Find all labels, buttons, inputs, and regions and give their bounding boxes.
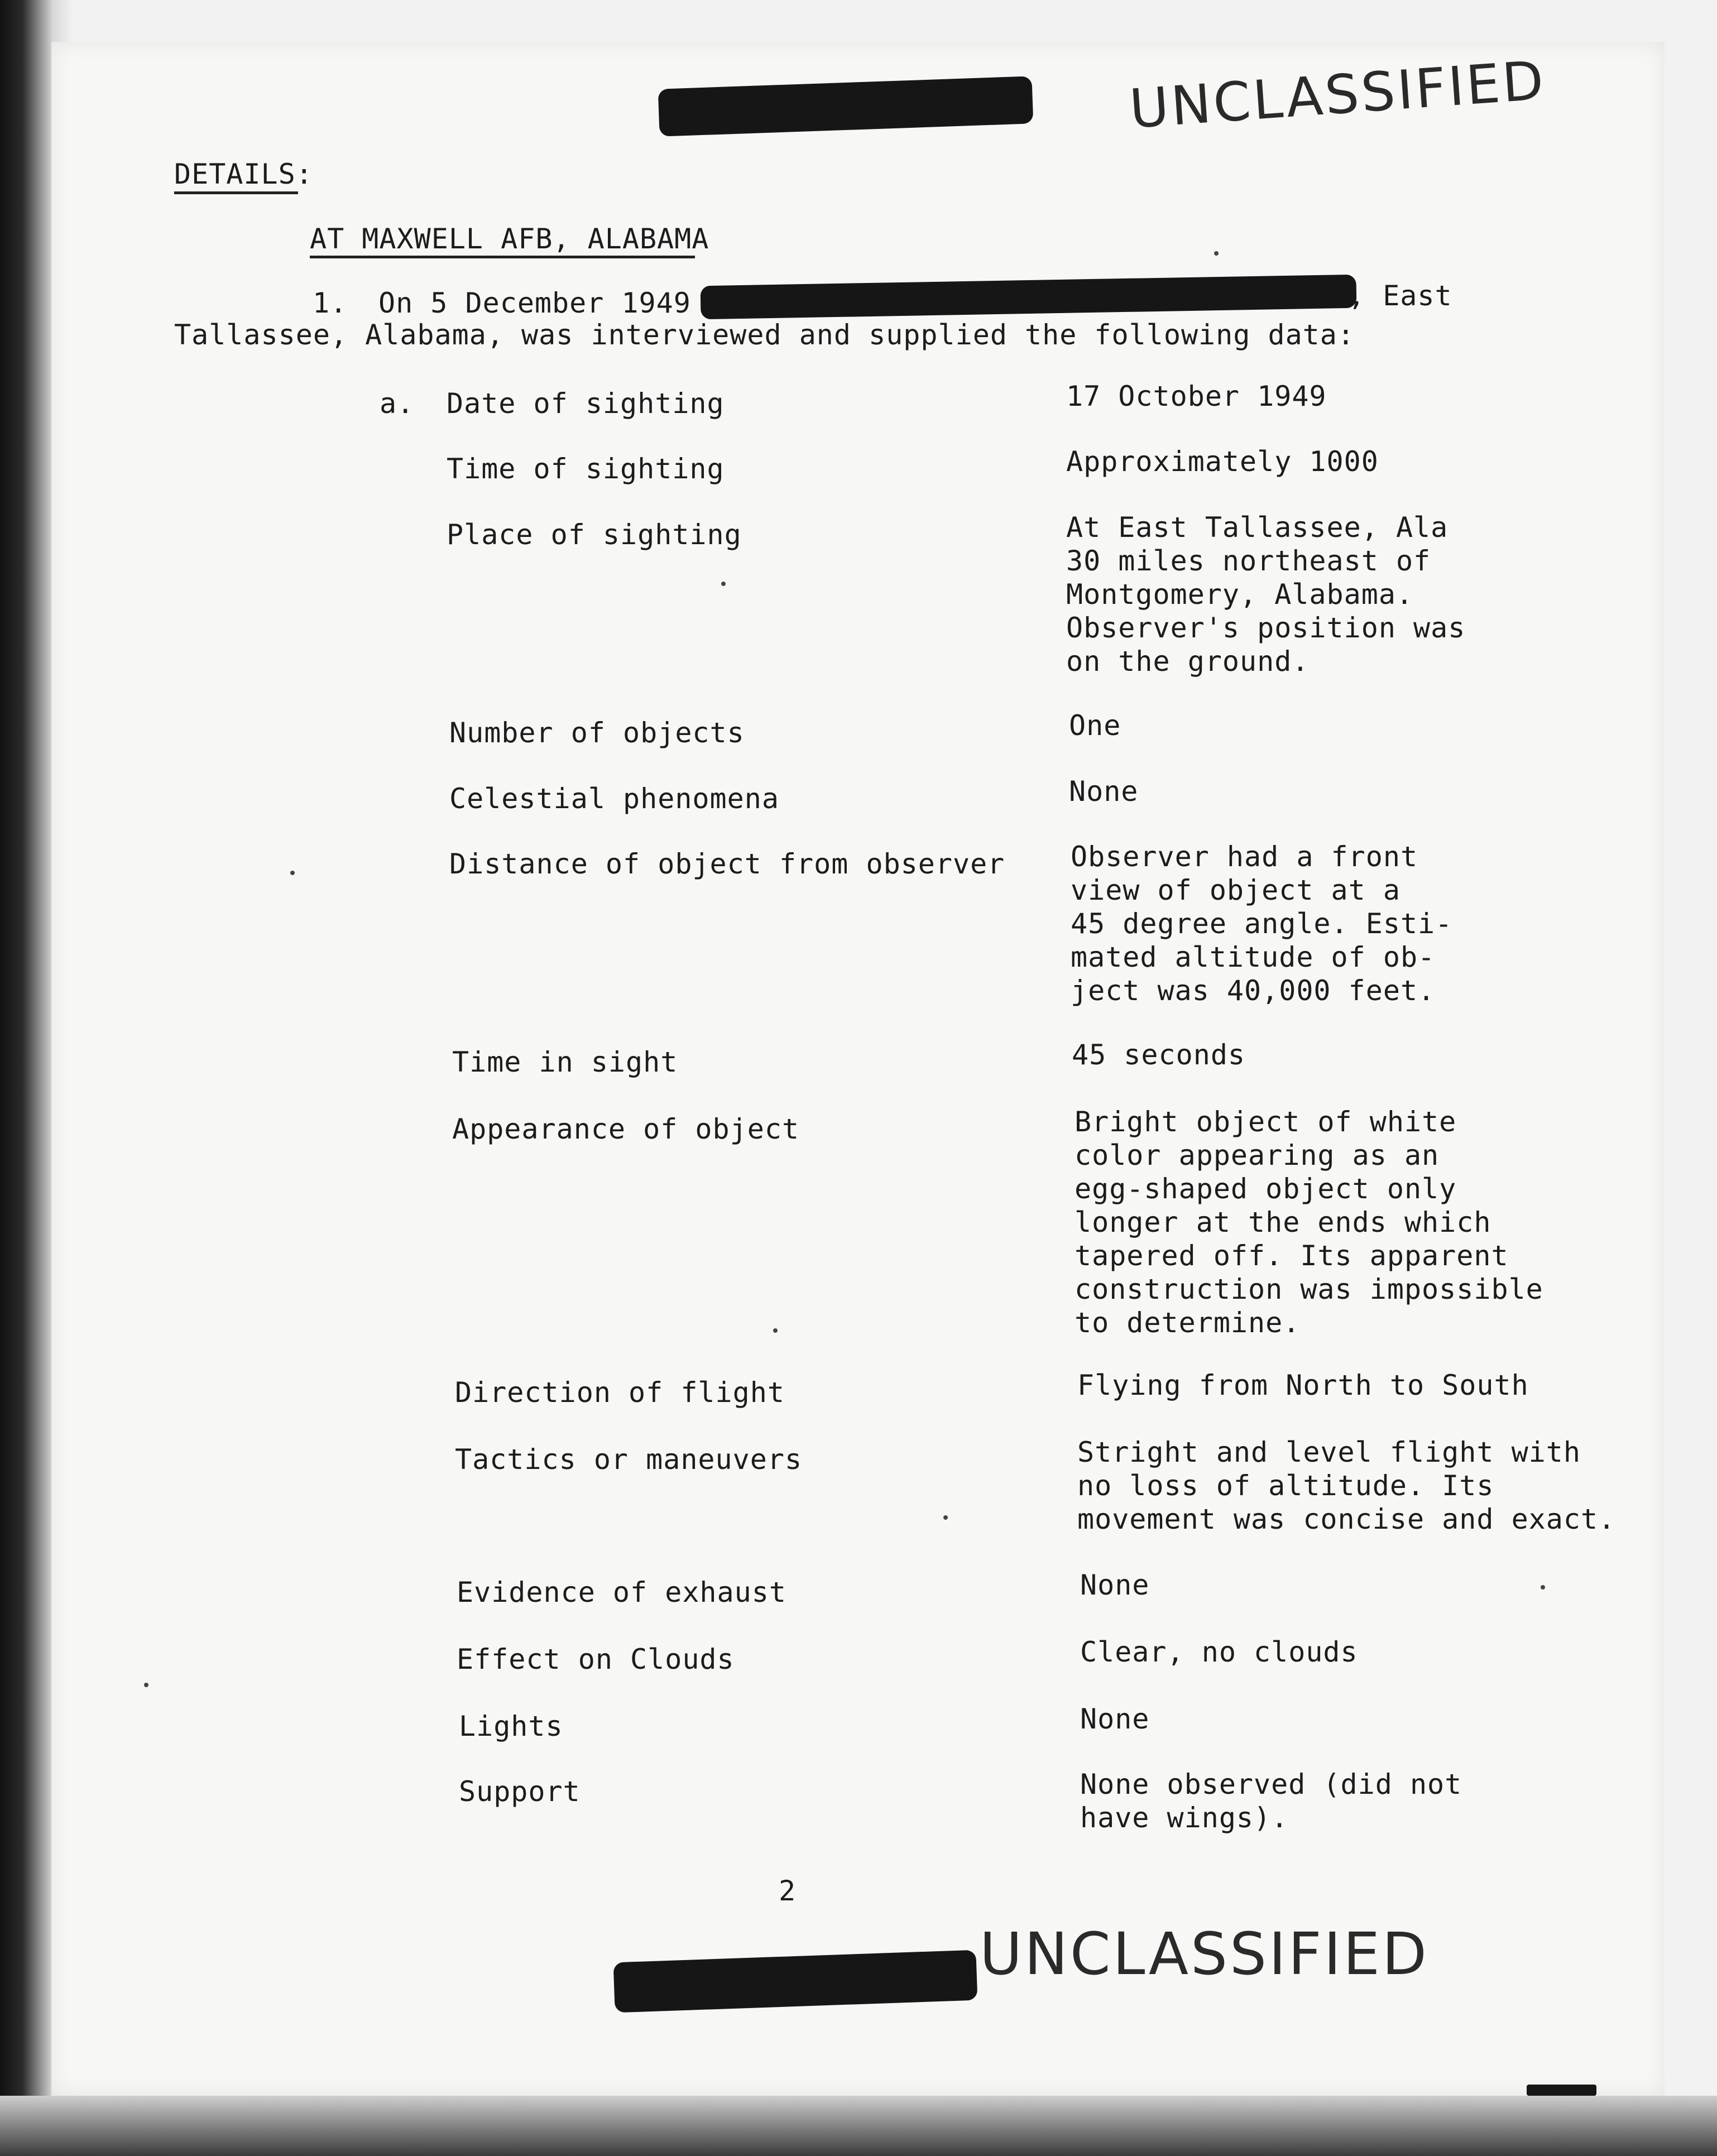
label-support: Support bbox=[459, 1775, 581, 1808]
unclassified-stamp-top: UNCLASSIFIED bbox=[1128, 49, 1548, 141]
label-lights: Lights bbox=[459, 1710, 563, 1742]
value-lights: None bbox=[1080, 1703, 1150, 1735]
details-label: DETAILS: bbox=[174, 158, 313, 190]
label-appearance-of-object: Appearance of object bbox=[452, 1113, 800, 1145]
label-direction-of-flight: Direction of flight bbox=[455, 1376, 785, 1409]
scan-bottom-edge bbox=[0, 2096, 1717, 2156]
paper-speck bbox=[1541, 1585, 1545, 1590]
value-celestial-phenomena: None bbox=[1069, 775, 1139, 808]
paper-speck bbox=[943, 1515, 948, 1520]
label-distance-of-object: Distance of object from observer bbox=[449, 848, 1005, 880]
label-time-in-sight: Time in sight bbox=[452, 1046, 678, 1078]
label-evidence-of-exhaust: Evidence of exhaust bbox=[457, 1576, 786, 1608]
label-tactics-or-maneuvers: Tactics or maneuvers bbox=[455, 1443, 803, 1476]
corner-mark bbox=[1527, 2085, 1596, 2096]
label-date-of-sighting: Date of sighting bbox=[447, 387, 725, 420]
label-effect-on-clouds: Effect on Clouds bbox=[457, 1643, 735, 1675]
value-number-of-objects: One bbox=[1069, 709, 1121, 742]
item-marker: a. bbox=[380, 387, 415, 420]
paragraph-number: 1. bbox=[313, 287, 348, 319]
value-place-of-sighting: At East Tallassee, Ala 30 miles northeast of Montgomery, Alabama. Observer's position was on the ground. bbox=[1066, 511, 1466, 678]
location-heading: AT MAXWELL AFB, ALABAMA bbox=[310, 223, 709, 255]
location-heading-underline bbox=[310, 256, 695, 258]
paper-speck bbox=[721, 582, 726, 586]
value-date-of-sighting: 17 October 1949 bbox=[1066, 380, 1327, 412]
label-time-of-sighting: Time of sighting bbox=[447, 453, 725, 485]
value-time-of-sighting: Approximately 1000 bbox=[1066, 445, 1379, 478]
value-effect-on-clouds: Clear, no clouds bbox=[1080, 1636, 1358, 1668]
value-support: None observed (did not have wings). bbox=[1080, 1768, 1462, 1834]
paper-speck bbox=[290, 871, 295, 875]
value-direction-of-flight: Flying from North to South bbox=[1077, 1369, 1529, 1401]
label-number-of-objects: Number of objects bbox=[449, 717, 745, 749]
value-appearance-of-object: Bright object of white color appearing as an egg-shaped object only longer at the ends which tapered off. Its apparent construction was impossible to determine. bbox=[1075, 1106, 1543, 1339]
value-evidence-of-exhaust: None bbox=[1080, 1569, 1150, 1601]
label-celestial-phenomena: Celestial phenomena bbox=[449, 782, 779, 815]
paper-speck bbox=[144, 1683, 148, 1687]
value-tactics-or-maneuvers: Stright and level flight with no loss of altitude. Its movement was concise and exact. bbox=[1077, 1436, 1616, 1535]
label-place-of-sighting: Place of sighting bbox=[447, 518, 742, 551]
intro-text-end: , East bbox=[1348, 280, 1452, 312]
details-underline bbox=[174, 191, 298, 194]
page-number: 2 bbox=[779, 1875, 797, 1907]
value-time-in-sight: 45 seconds bbox=[1072, 1039, 1246, 1071]
intro-line-2: Tallassee, Alabama, was interviewed and supplied the following data: bbox=[174, 319, 1355, 351]
value-distance-of-object: Observer had a front view of object at a 45 degree angle. Esti- mated altitude of ob- ject was 40,000 feet. bbox=[1071, 841, 1453, 1007]
paper-speck bbox=[773, 1328, 778, 1333]
intro-text-start: On 5 December 1949 bbox=[378, 287, 691, 319]
unclassified-stamp-bottom: UNCLASSIFIED bbox=[980, 1920, 1429, 1988]
paper-speck bbox=[1214, 251, 1219, 256]
